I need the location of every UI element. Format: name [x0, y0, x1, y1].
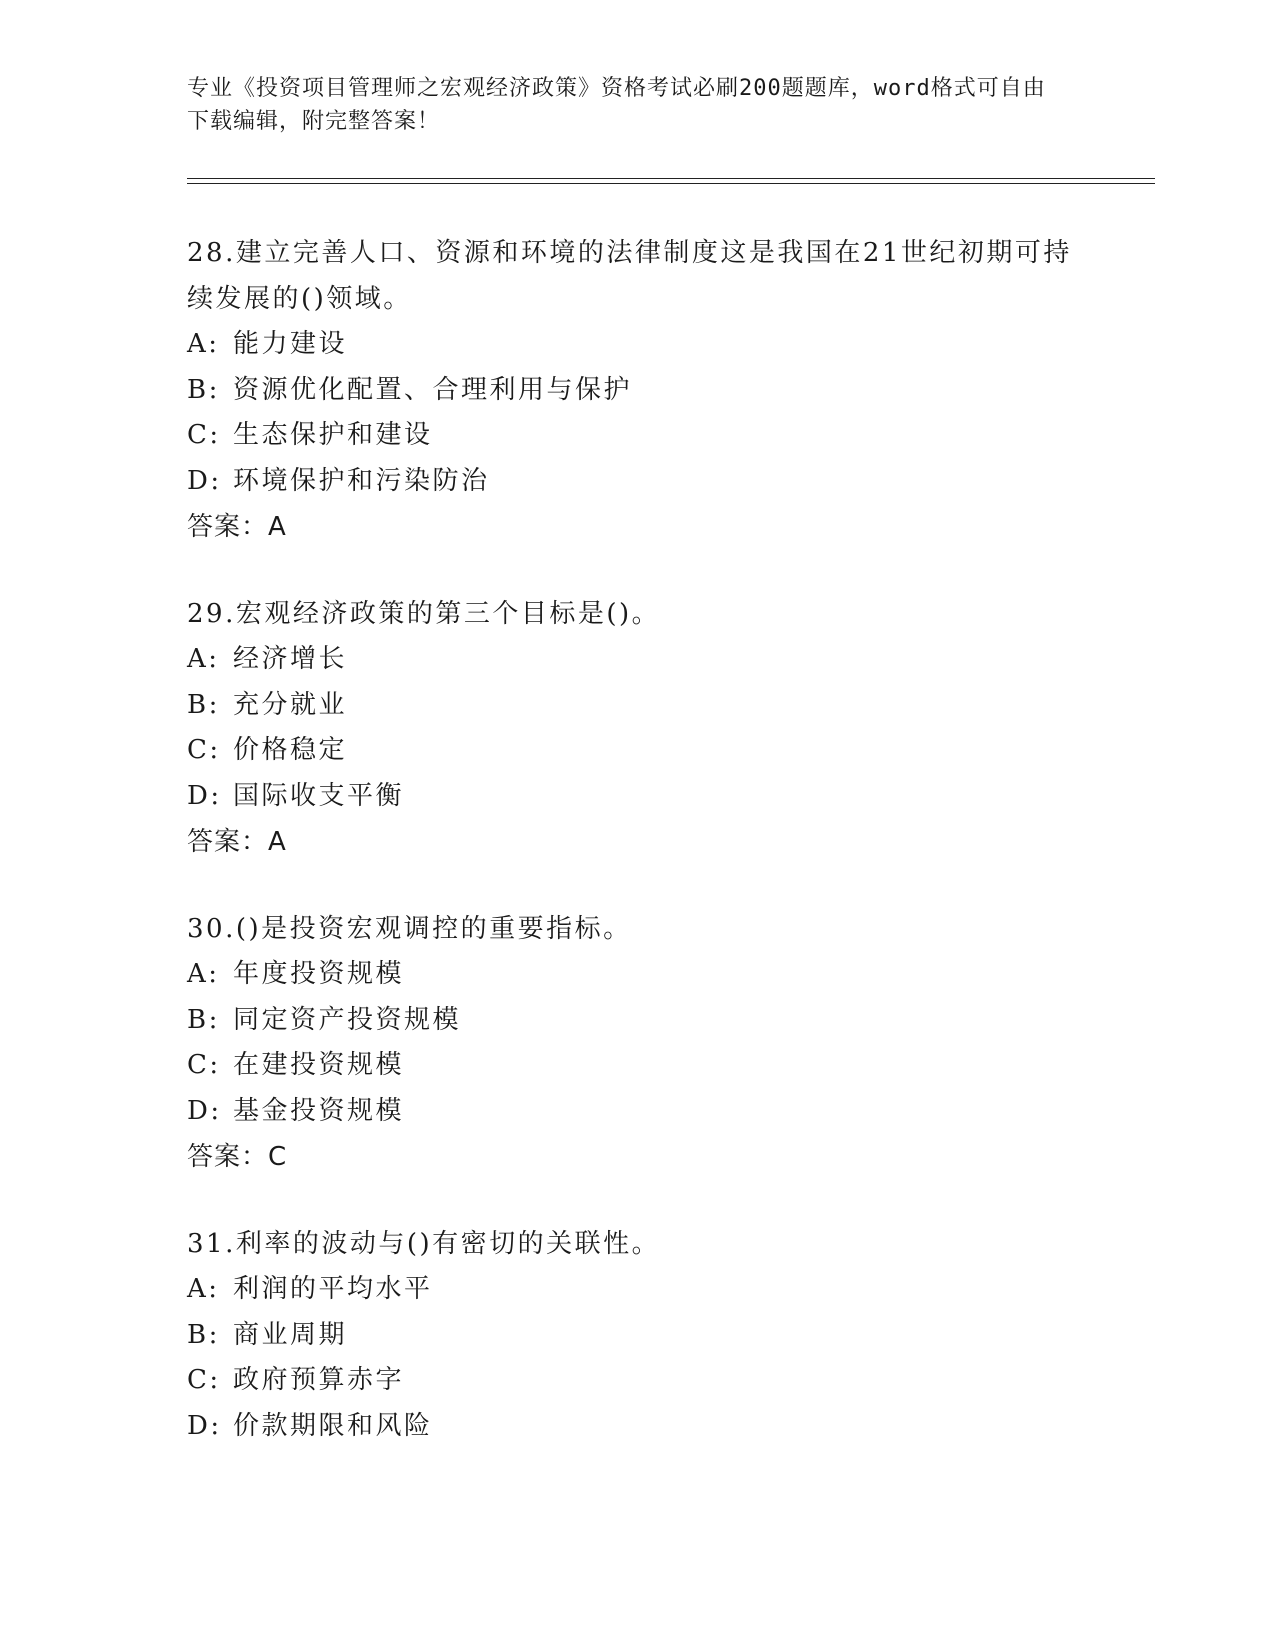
option-letter: A: [187, 959, 220, 989]
option-text: 充分就业 [233, 689, 348, 720]
option-letter: A: [187, 1274, 220, 1304]
answer-label: 答案：A [187, 512, 287, 542]
option-text: 在建投资规模 [233, 1050, 405, 1080]
option-text: 资源优化配置、合理利用与保护 [233, 374, 633, 405]
header-divider [187, 178, 1155, 184]
option-c [187, 728, 1087, 774]
option-text: 生态保护和建设 [233, 420, 433, 450]
question-31 [187, 1221, 1087, 1449]
option-letter: C: [187, 735, 221, 765]
option-letter: D: [187, 1095, 222, 1126]
option-letter: C: [187, 1365, 221, 1395]
document-header: 专业《投资项目管理师之宏观经济政策》资格考试必刷200题题库，word格式可自由下载编辑，附完整答案！ [187, 76, 1046, 134]
answer-label: 答案：C [187, 1142, 288, 1172]
option-text: 同定资产投资规模 [233, 1004, 462, 1035]
option-b [187, 1313, 1087, 1359]
option-text: 利润的平均水平 [233, 1274, 433, 1304]
option-d [187, 1404, 1087, 1450]
option-text: 基金投资规模 [233, 1095, 405, 1126]
option-d [187, 1089, 1087, 1135]
option-letter: A: [187, 329, 220, 359]
option-c [187, 1043, 1087, 1089]
option-b [187, 368, 1087, 414]
option-c [187, 413, 1087, 459]
option-text: 价格稳定 [233, 735, 348, 765]
option-a [187, 952, 1087, 998]
option-text: 价款期限和风险 [233, 1410, 433, 1441]
option-d [187, 774, 1087, 820]
option-letter: B: [187, 1319, 220, 1350]
question-30 [187, 906, 1087, 1180]
option-c [187, 1358, 1087, 1404]
option-text: 商业周期 [233, 1319, 348, 1350]
option-letter: C: [187, 420, 221, 450]
question-stem: 29.宏观经济政策的第三个目标是()。 [187, 599, 661, 629]
option-letter: D: [187, 1410, 222, 1441]
option-letter: B: [187, 689, 220, 720]
option-b [187, 683, 1087, 729]
option-letter: B: [187, 1004, 220, 1035]
question-28 [187, 230, 1087, 550]
option-letter: D: [187, 780, 222, 811]
question-stem: 31.利率的波动与()有密切的关联性。 [187, 1229, 661, 1259]
option-a [187, 322, 1087, 368]
option-b [187, 998, 1087, 1044]
option-text: 年度投资规模 [233, 959, 405, 989]
question-stem: 30.()是投资宏观调控的重要指标。 [187, 914, 632, 944]
option-text: 环境保护和污染防治 [233, 465, 490, 496]
option-a [187, 637, 1087, 683]
question-stem: 28.建立完善人口、资源和环境的法律制度这是我国在21世纪初期可持续发展的()领域。 [187, 238, 1072, 314]
question-list [187, 230, 1087, 1490]
option-letter: D: [187, 465, 222, 496]
option-d [187, 459, 1087, 505]
option-letter: B: [187, 374, 220, 405]
option-a [187, 1267, 1087, 1313]
answer-label: 答案：A [187, 827, 287, 857]
option-text: 经济增长 [233, 644, 348, 674]
question-29 [187, 591, 1087, 865]
option-text: 政府预算赤字 [233, 1365, 405, 1395]
option-text: 国际收支平衡 [233, 780, 405, 811]
option-letter: C: [187, 1050, 221, 1080]
option-text: 能力建设 [233, 329, 348, 359]
option-letter: A: [187, 644, 220, 674]
